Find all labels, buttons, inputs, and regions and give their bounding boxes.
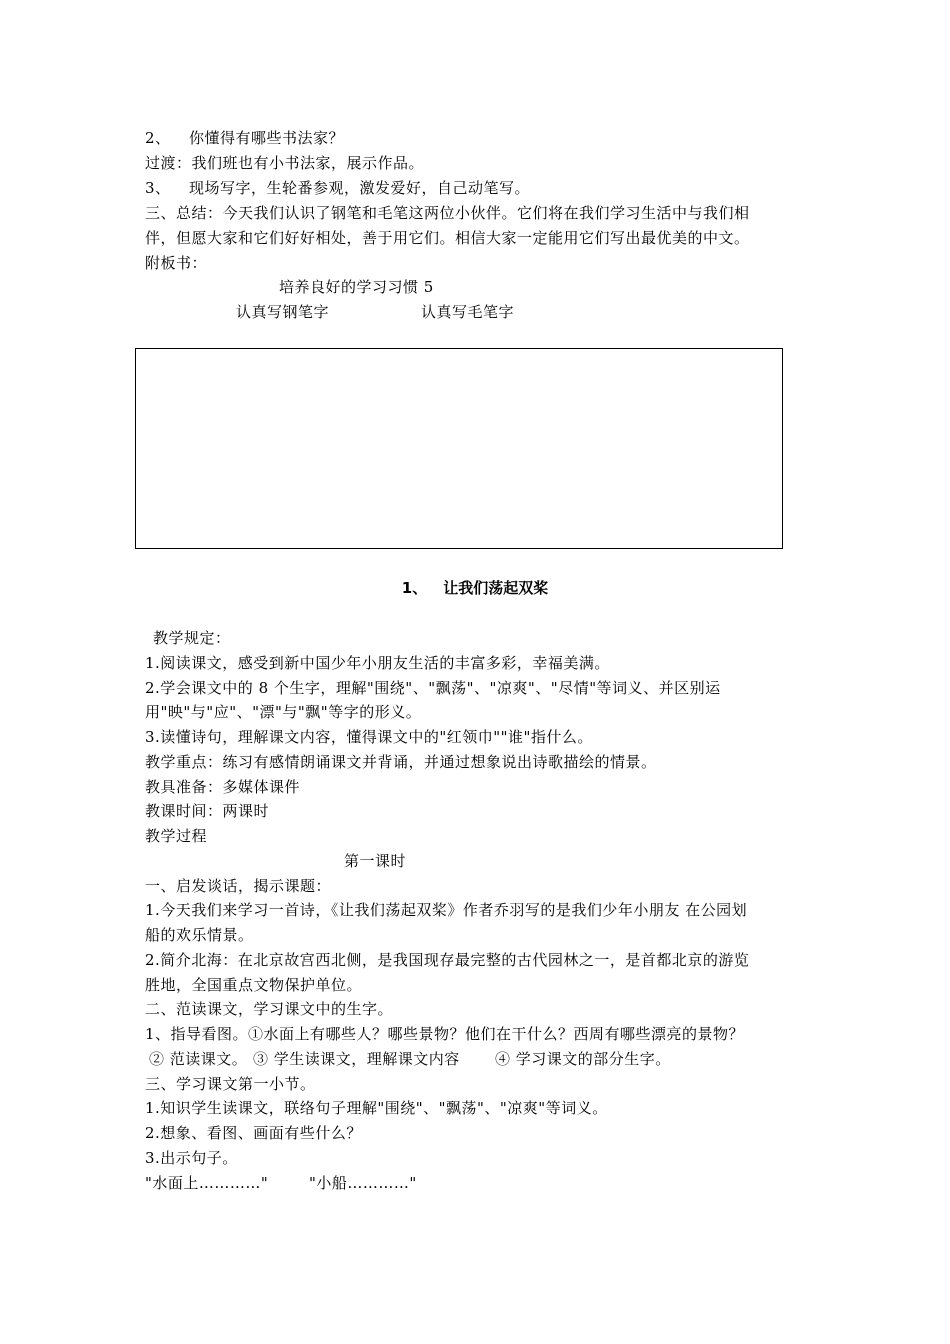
step-3-title: 三、学习课文第一小节。 bbox=[145, 1075, 316, 1093]
step-3-1: 1.知识学生读课文，联络句子理解"围绕"、"飘荡"、"凉爽"等词义。 bbox=[145, 1099, 608, 1117]
objective-3: 3.读懂诗句，理解课文内容，懂得课文中的"红领巾""谁"指什么。 bbox=[145, 728, 593, 746]
board-right-item: 认真写毛笔字 bbox=[421, 303, 515, 321]
list-number: 2、 bbox=[145, 129, 171, 147]
step-1-title: 一、启发谈话，揭示课题： bbox=[145, 877, 332, 895]
blank-board-box bbox=[135, 348, 783, 549]
step-1-2-line-2: 胜地，全国重点文物保护单位。 bbox=[145, 976, 363, 994]
board-left-item: 认真写钢笔字 bbox=[236, 303, 330, 321]
objective-2-line-2: 用"映"与"应"、"漂"与"飘"等字的形义。 bbox=[145, 703, 422, 721]
step-3-2: 2.想象、看图、画面有些什么？ bbox=[145, 1124, 362, 1142]
quote-right: "小船…………" bbox=[309, 1174, 417, 1192]
step-2-sub-b: ③ 学生读课文，理解课文内容 bbox=[253, 1050, 460, 1068]
step-2-subitems bbox=[149, 1049, 671, 1069]
board-label: 附板书： bbox=[145, 254, 208, 272]
list-text: 你懂得有哪些书法家？ bbox=[189, 129, 345, 147]
step-2-sub-a: ② 范读课文。 bbox=[149, 1050, 248, 1068]
key-point: 教学重点：练习有感情朗诵课文并背诵，并通过想象说出诗歌描绘的情景。 bbox=[145, 753, 657, 771]
step-3-3: 3.出示句子。 bbox=[145, 1149, 238, 1167]
period-heading: 第一课时 bbox=[344, 852, 407, 870]
objective-1: 1.阅读课文，感受到新中国少年小朋友生活的丰富多彩，幸福美满。 bbox=[145, 654, 610, 672]
list-item-2 bbox=[145, 128, 344, 148]
list-text: 现场写字，生轮番参观，激发爱好，自己动笔写。 bbox=[189, 179, 531, 197]
board-title: 培养良好的学习习惯 5 bbox=[279, 278, 434, 296]
step-2-1: 1、指导看图。①水面上有哪些人？哪些景物？他们在干什么？西周有哪些漂亮的景物？ bbox=[145, 1025, 745, 1043]
lesson-title-text: 让我们荡起双桨 bbox=[443, 579, 549, 597]
objective-2-line-1: 2.学会课文中的 8 个生字，理解"围绕"、"飘荡"、"凉爽"、"尽情"等词义、并区别运 bbox=[145, 679, 721, 697]
teaching-time: 教课时间：两课时 bbox=[145, 802, 270, 820]
list-number: 3、 bbox=[145, 179, 171, 197]
objectives-label: 教学规定： bbox=[153, 629, 231, 647]
teaching-tools: 教具准备：多媒体课件 bbox=[145, 778, 301, 796]
lesson-title bbox=[0, 578, 950, 598]
teaching-process: 教学过程 bbox=[145, 827, 208, 845]
transition-text: 过渡：我们班也有小书法家，展示作品。 bbox=[145, 154, 425, 172]
step-1-1-line-2: 船的欢乐情景。 bbox=[145, 926, 254, 944]
summary-line-2: 伴，但愿大家和它们好好相处，善于用它们。相信大家一定能用它们写出最优美的中文。 bbox=[145, 229, 750, 247]
step-1-1-line-1: 1.今天我们来学习一首诗，《让我们荡起双桨》作者乔羽写的是我们少年小朋友 在公园划 bbox=[145, 901, 748, 919]
step-2-sub-c: ④ 学习课文的部分生字。 bbox=[495, 1050, 671, 1068]
lesson-number: 1、 bbox=[401, 579, 428, 597]
list-item-3 bbox=[145, 178, 530, 198]
step-1-2-line-1: 2.简介北海：在北京故宫西北侧，是我国现存最完整的古代园林之一，是首都北京的游览 bbox=[145, 951, 750, 969]
quote-left: "水面上…………" bbox=[145, 1174, 269, 1192]
summary-line-1: 三、总结：今天我们认识了钢笔和毛笔这两位小伙伴。它们将在我们学习生活中与我们相 bbox=[145, 204, 750, 222]
step-2-title: 二、范读课文，学习课文中的生字。 bbox=[145, 1000, 394, 1018]
